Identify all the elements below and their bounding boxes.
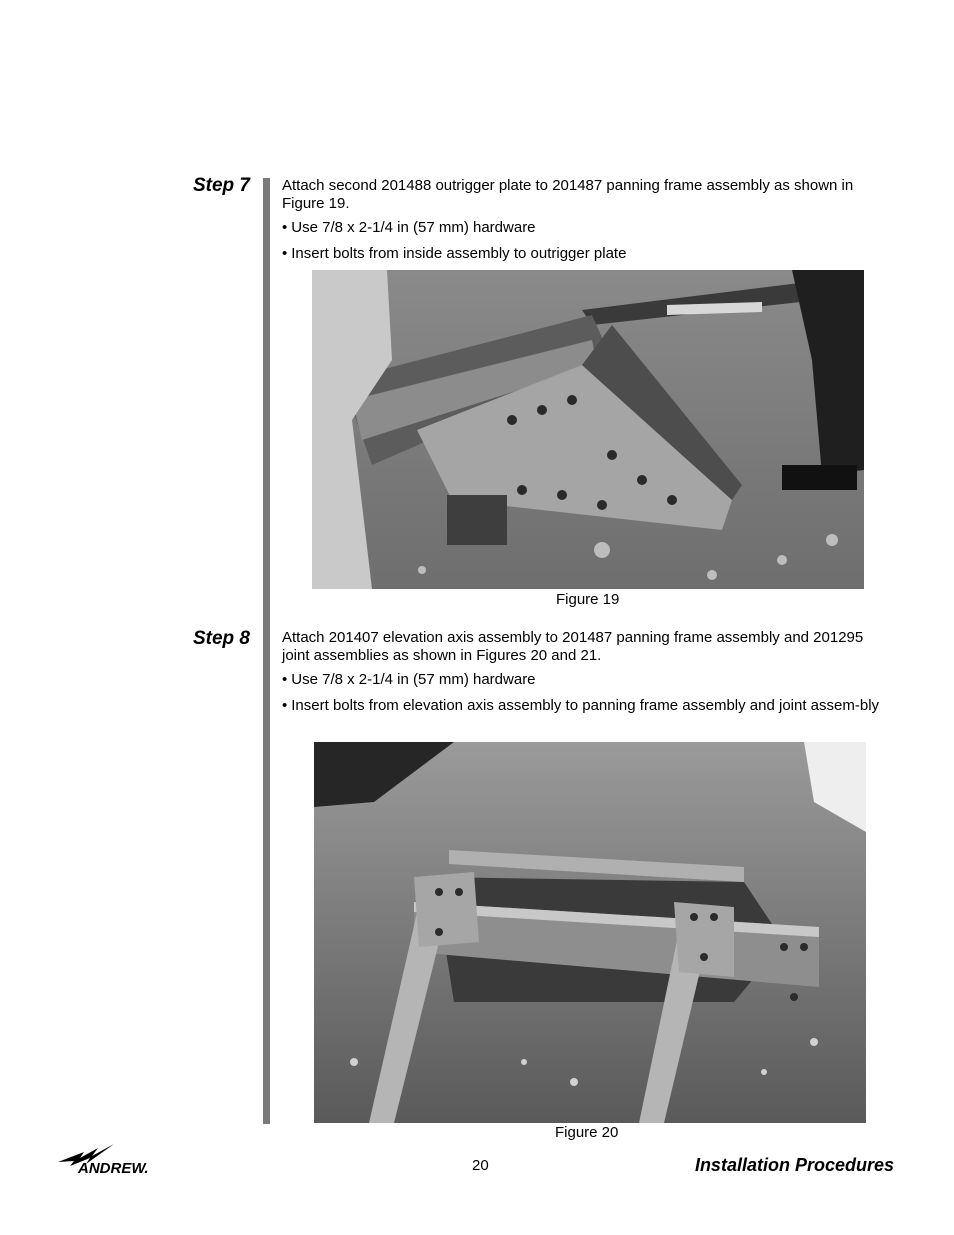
figure-20-photo	[314, 742, 866, 1123]
bullet-icon: •	[282, 245, 288, 262]
bullet-icon: •	[282, 671, 288, 688]
page-number: 20	[472, 1157, 489, 1174]
bullet-icon: •	[282, 697, 288, 714]
logo-wordmark: ANDREW.	[78, 1160, 149, 1176]
figure-19-photo	[312, 270, 864, 589]
step-7-bullet-1: • Use 7/8 x 2-1/4 in (57 mm) hardware	[282, 219, 536, 236]
sidebar-rule	[263, 178, 270, 1124]
step-8-bullet-2: • Insert bolts from elevation axis assembly to panning frame assembly and joint assem-bly	[282, 697, 880, 714]
figure-20-caption: Figure 20	[555, 1124, 619, 1141]
step-7-label: Step 7	[192, 175, 250, 196]
step-7-bullet-2: • Insert bolts from inside assembly to outrigger plate	[282, 245, 627, 262]
step-8-label: Step 8	[192, 628, 250, 649]
bullet-icon: •	[282, 219, 288, 236]
step-8-text: Attach 201407 elevation axis assembly to 201487 panning frame assembly and 201295 joint assemblies as shown in Figures 20 and 21.	[282, 629, 864, 664]
step-7-text: Attach second 201488 outrigger plate to 201487 panning frame assembly as shown in Figure 19.	[282, 177, 854, 212]
section-title: Installation Procedures	[694, 1155, 894, 1175]
step-8-bullet-1: • Use 7/8 x 2-1/4 in (57 mm) hardware	[282, 671, 536, 688]
andrew-logo	[56, 1140, 171, 1176]
figure-19-caption: Figure 19	[556, 591, 620, 608]
